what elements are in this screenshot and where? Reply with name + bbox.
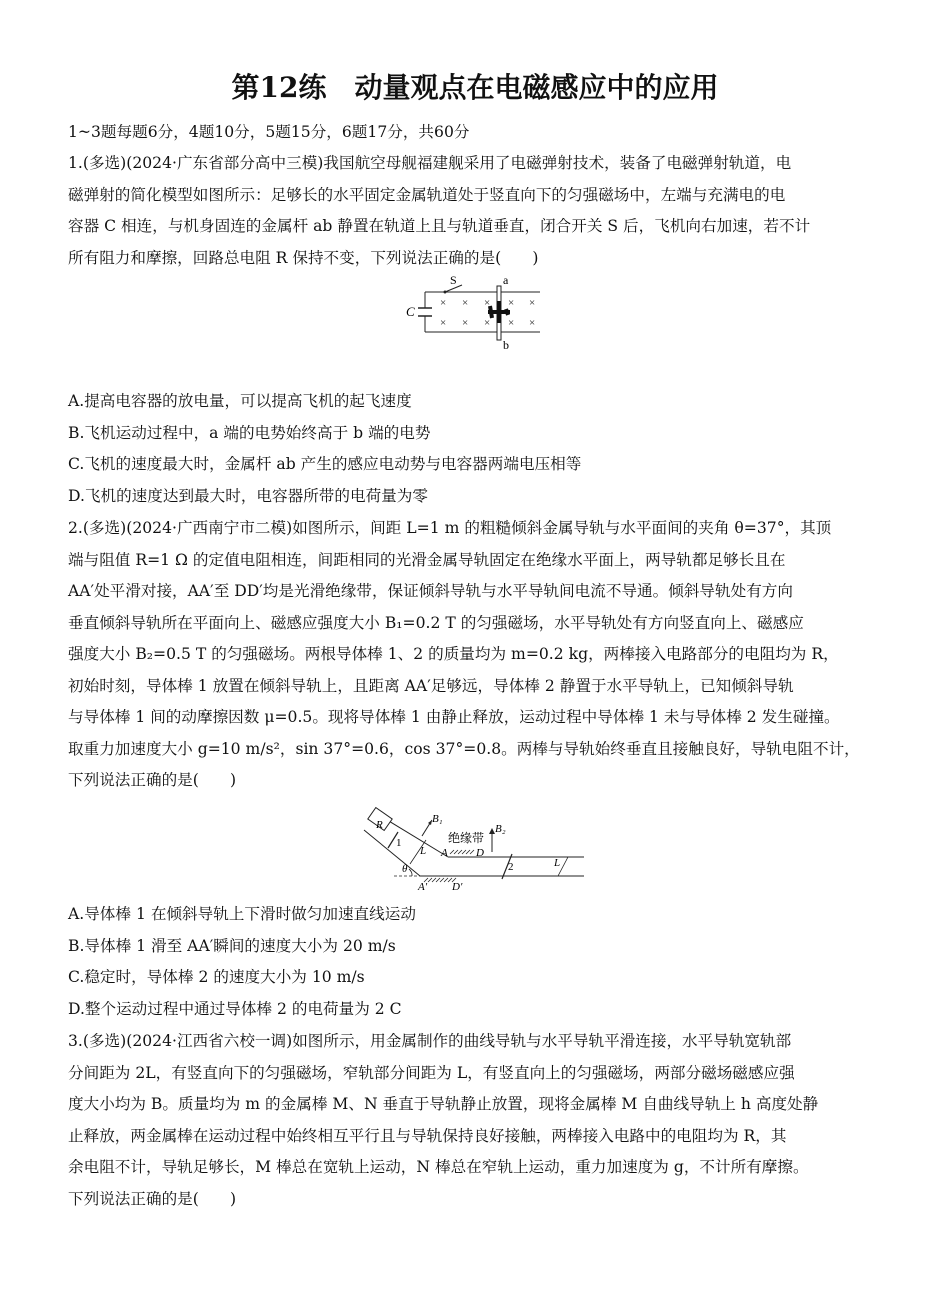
question-1-options	[68, 386, 888, 512]
q1-line: 所有阻力和摩擦，回路总电阻 R 保持不变，下列说法正确的是( )	[68, 248, 539, 267]
field-cross: ×	[484, 317, 491, 329]
page-title: 第12练 动量观点在电磁感应中的应用	[231, 71, 719, 104]
q1-line: 容器 C 相连，与机身固连的金属杆 ab 静置在轨道上且与轨道垂直，闭合开关 S 后，飞机向右加速，若不计	[68, 217, 811, 235]
q2-line: 与导体棒 1 间的动摩擦因数 μ=0.5。现将导体棒 1 由静止释放，运动过程中导体棒 1 未与导体棒 2 发生碰撞。	[68, 708, 840, 726]
q2-option-a: A.导体棒 1 在倾斜导轨上下滑时做匀加速直线运动	[68, 905, 416, 923]
spacing-label-2: L	[554, 857, 561, 869]
q3-line: 3.(多选)(2024·江西省六校一调)如图所示，用金属制作的曲线导轨与水平导轨平滑连接，水平导轨宽轨部	[68, 1032, 792, 1050]
rod-2-label: 2	[508, 861, 514, 873]
b1-label: B₁	[432, 813, 443, 825]
point-a-label: A	[441, 847, 448, 859]
q2-line: 垂直倾斜导轨所在平面向上、磁感应强度大小 B₁=0.2 T 的匀强磁场，水平导轨处有方向竖直向上、磁感应	[68, 613, 804, 632]
q2-option-d: D.整个运动过程中通过导体棒 2 的电荷量为 2 C	[68, 999, 402, 1018]
q1-option-a: A.提高电容器的放电量，可以提高飞机的起飞速度	[68, 392, 412, 410]
scoring-note	[68, 117, 888, 149]
q2-line: AA′处平滑对接，AA′至 DD′均是光滑绝缘带，保证倾斜导轨与水平导轨间电流不导通。倾斜导轨处有方向	[68, 582, 793, 600]
insulating-strip-label: 绝缘带	[448, 831, 485, 845]
b2-label: B₂	[495, 823, 506, 835]
q1-option-d: D.飞机的速度达到最大时，电容器所带的电荷量为零	[68, 486, 428, 505]
q2-option-c: C.稳定时，导体棒 2 的速度大小为 10 m/s	[68, 968, 365, 986]
q1-figure	[400, 272, 550, 356]
rod-1-label: 1	[396, 837, 402, 849]
q2-line: 初始时刻，导体棒 1 放置在倾斜导轨上，且距离 AA′足够远，导体棒 2 静置于水平导轨上，已知倾斜导轨	[68, 676, 794, 695]
q3-line: 度大小均为 B。质量均为 m 的金属棒 M、N 垂直于导轨静止放置，现将金属棒 M 自曲线导轨上 h 高度处静	[68, 1095, 819, 1113]
q2-line: 端与阻值 R=1 Ω 的定值电阻相连，间距相同的光滑金属导轨固定在绝缘水平面上，两导轨都足够长且在	[68, 550, 786, 569]
q1-option-c: C.飞机的速度最大时，金属杆 ab 产生的感应电动势与电容器两端电压相等	[68, 455, 582, 473]
scoring-text: 1~3题每题6分，4题10分，5题15分，6题17分，共60分	[68, 123, 470, 141]
spacing-label: L	[420, 845, 427, 857]
q1-line: 1.(多选)(2024·广东省部分高中三模)我国航空母舰福建舰采用了电磁弹射技术，装备了电磁弹射轨道，电	[68, 154, 792, 172]
theta-label: θ	[402, 863, 408, 875]
railgun-diagram	[400, 272, 550, 352]
question-3-stem	[68, 1026, 888, 1215]
question-2-options	[68, 899, 888, 1025]
point-d-label: D	[476, 847, 484, 859]
q3-line: 止释放，两金属棒在运动过程中始终相互平行且与导轨保持良好接触，两棒接入电路中的电阻均为 R，其	[68, 1126, 787, 1145]
rod-end-b-label: b	[503, 338, 509, 352]
q1-option-b: B.飞机运动过程中，a 端的电势始终高于 b 端的电势	[68, 423, 431, 442]
switch-label: S	[450, 273, 457, 287]
q3-line: 分间距为 2L，有竖直向下的匀强磁场，窄轨部分间距为 L，有竖直向上的匀强磁场，两部分磁场磁感应强	[68, 1063, 795, 1082]
q2-option-b: B.导体棒 1 滑至 AA′瞬间的速度大小为 20 m/s	[68, 936, 396, 955]
field-cross: ×	[529, 297, 536, 309]
q2-line: 2.(多选)(2024·广西南宁市二模)如图所示，间距 L=1 m 的粗糙倾斜金属导轨与水平面间的夹角 θ=37°，其顶	[68, 519, 832, 537]
point-a-prime-label: A′	[418, 881, 428, 893]
q2-figure	[362, 802, 588, 898]
q2-line: 取重力加速度大小 g=10 m/s²，sin 37°=0.6，cos 37°=0.8。两棒与导轨始终垂直且接触良好，导轨电阻不计，	[68, 739, 860, 758]
rod-end-a-label: a	[503, 273, 509, 287]
resistor-label: R	[376, 819, 383, 831]
capacitor-label: C	[406, 304, 415, 319]
point-d-prime-label: D′	[452, 881, 463, 893]
field-cross: ×	[529, 317, 536, 329]
q3-line: 余电阻不计，导轨足够长，M 棒总在宽轨上运动，N 棒总在窄轨上运动，重力加速度为 g，不计所有摩擦。	[68, 1158, 809, 1176]
field-cross: ×	[484, 297, 491, 309]
q2-line: 强度大小 B₂=0.5 T 的匀强磁场。两根导体棒 1、2 的质量均为 m=0.2 kg，两棒接入电路部分的电阻均为 R，	[68, 645, 839, 663]
q3-line: 下列说法正确的是( )	[68, 1189, 237, 1208]
field-cross: ×	[440, 297, 447, 309]
field-cross: ×	[462, 317, 469, 329]
question-1-stem	[68, 148, 888, 274]
field-cross: ×	[508, 317, 515, 329]
question-2-stem	[68, 513, 888, 797]
field-cross: ×	[440, 317, 447, 329]
inclined-rail-diagram	[362, 802, 588, 894]
q2-line: 下列说法正确的是( )	[68, 771, 237, 789]
field-cross: ×	[462, 297, 469, 309]
q1-line: 磁弹射的简化模型如图所示：足够长的水平固定金属轨道处于竖直向下的匀强磁场中，左端与充满电的电	[68, 185, 786, 204]
field-cross: ×	[508, 297, 515, 309]
